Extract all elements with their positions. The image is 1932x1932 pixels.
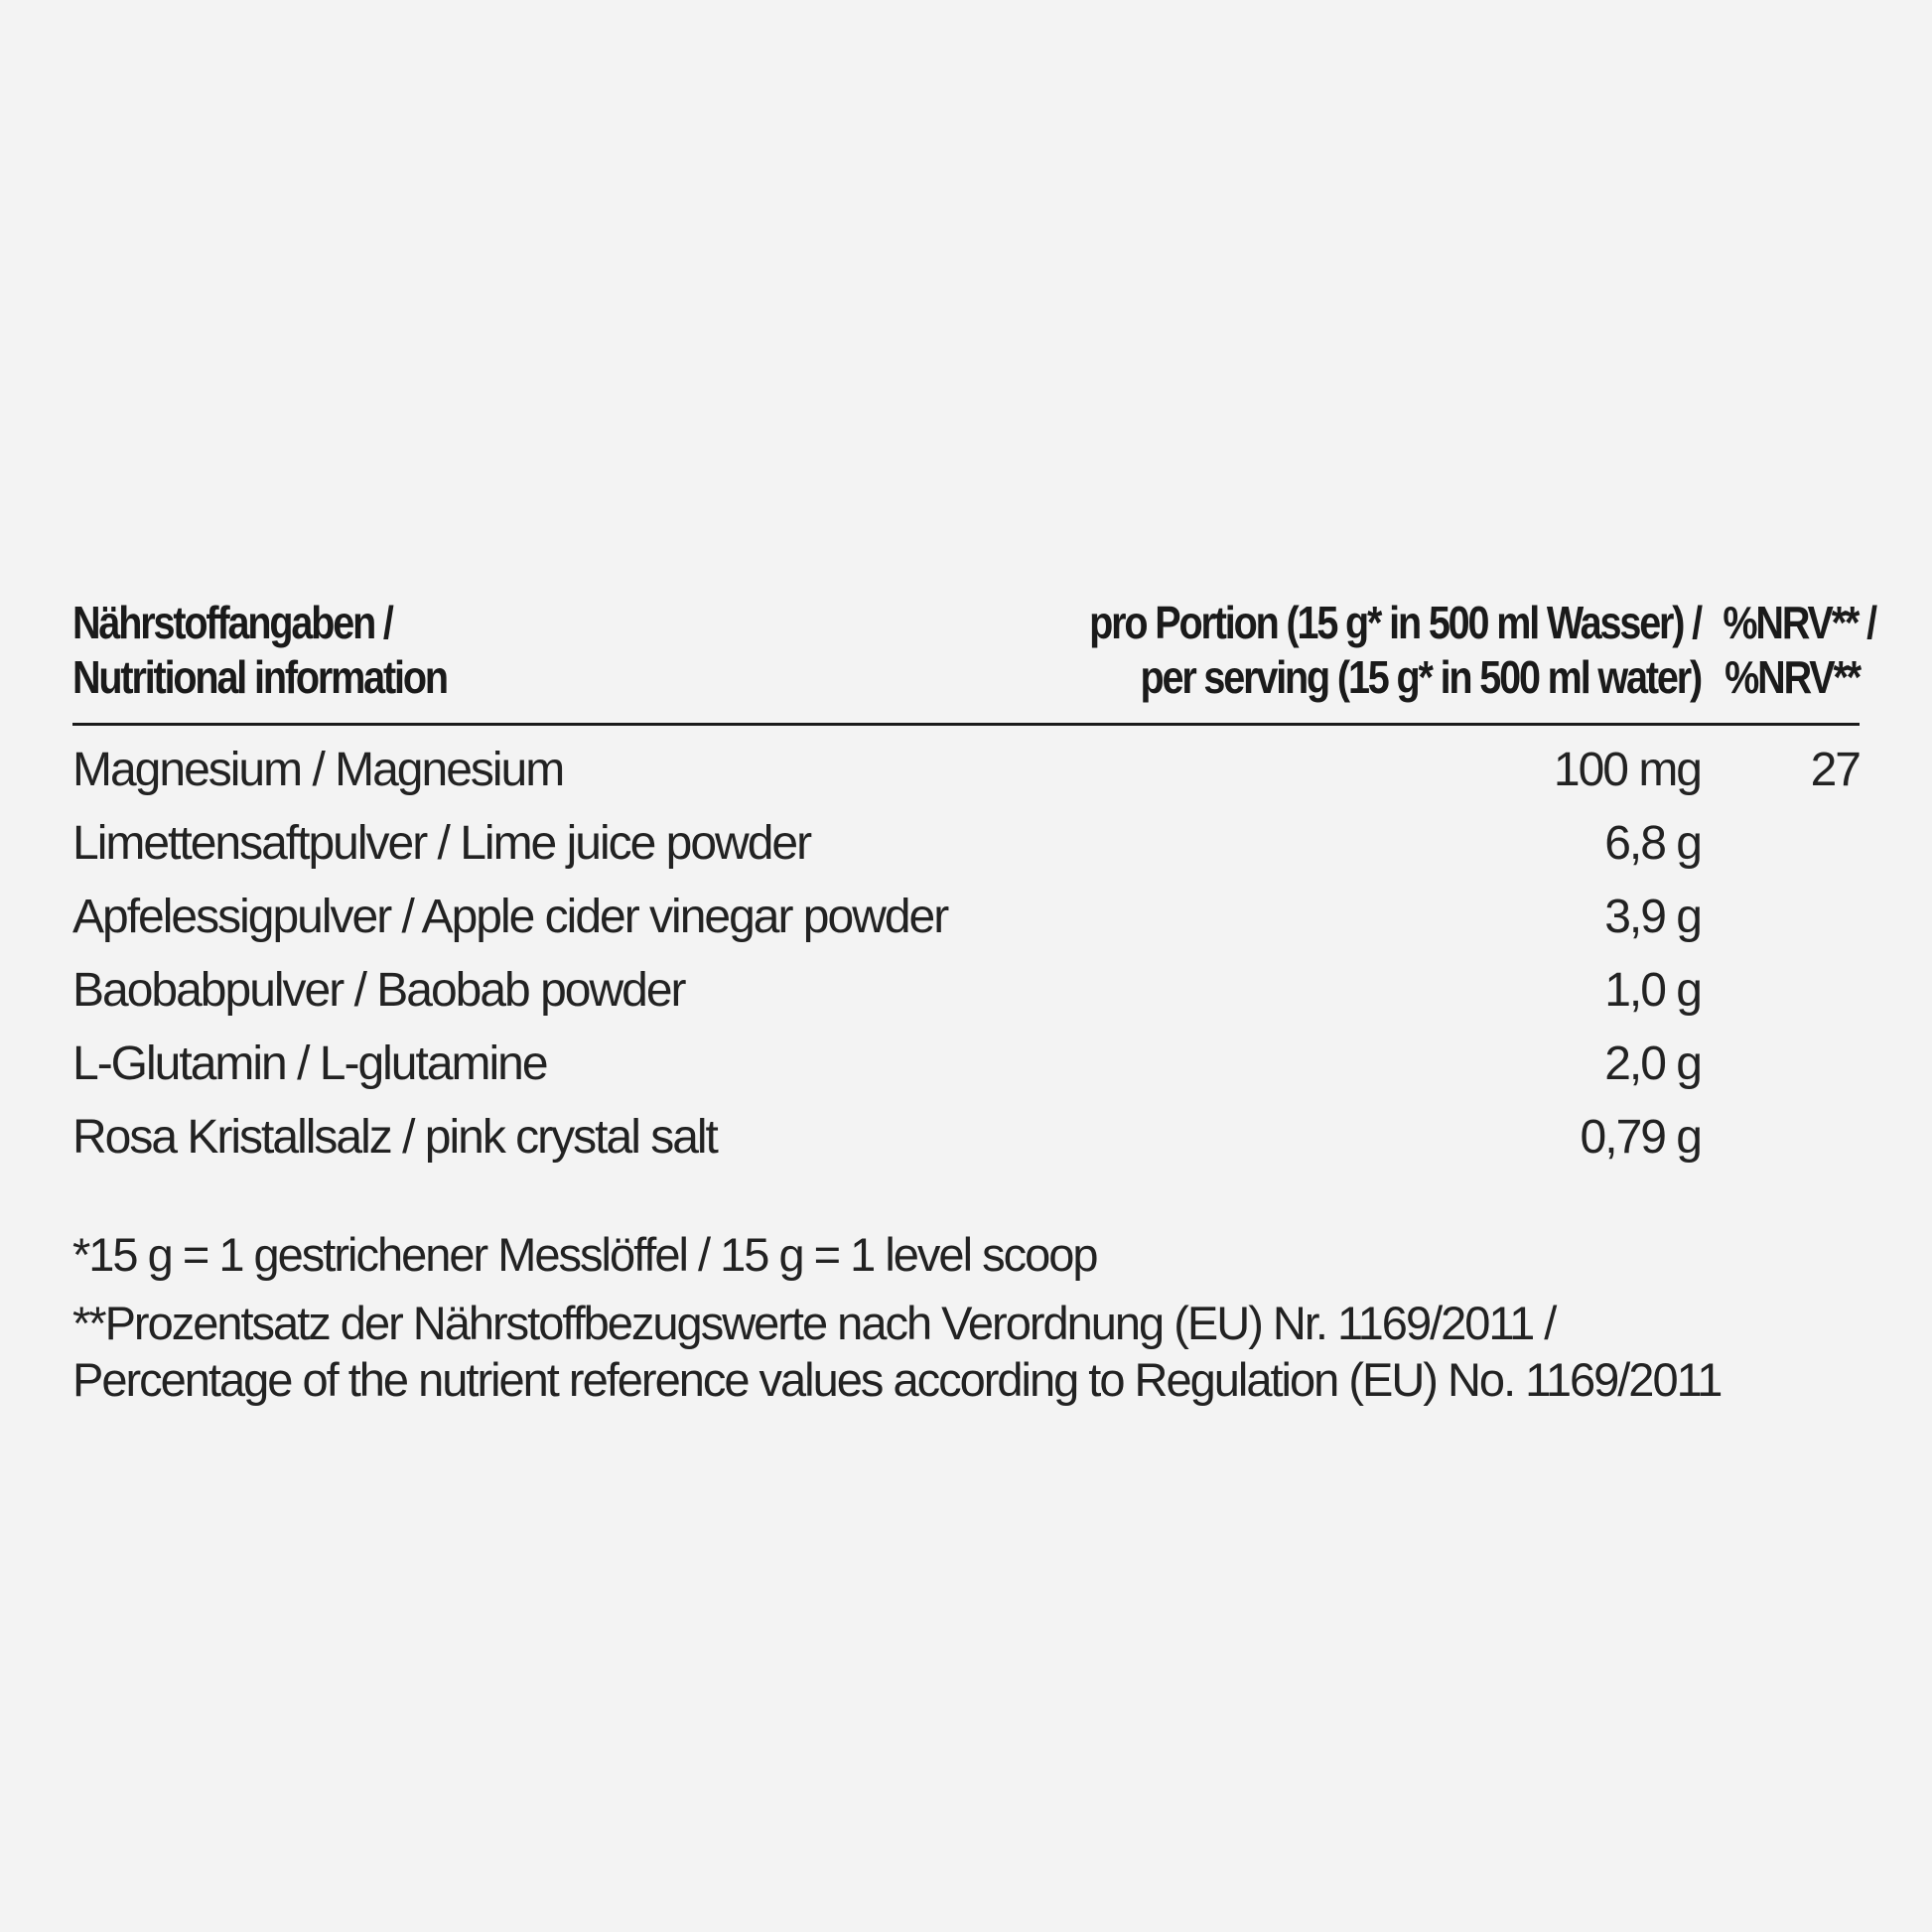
nutrient-nrv	[1701, 1028, 1860, 1101]
nutrient-nrv: 27	[1810, 744, 1860, 796]
header-per-serving	[1018, 596, 1701, 725]
nutrient-name: Limettensaftpulver / Lime juice powder	[72, 817, 811, 870]
nutrient-name: L-Glutamin / L-glutamine	[72, 1037, 547, 1090]
header-serving-line2: per serving (15 g* in 500 ml water)	[1140, 651, 1701, 703]
header-nrv-line2: %NRV**	[1725, 651, 1860, 703]
header-nrv-line1: %NRV** /	[1723, 597, 1875, 648]
nutrient-nrv	[1701, 881, 1860, 954]
table-row	[72, 1028, 1860, 1101]
footnote-nrv: **Prozentsatz der Nährstoffbezugswerte nach Verordnung (EU) Nr. 1169/2011 / Percentage of the nutrient reference values according to Regulation (EU) No. 1169/2011	[72, 1297, 1722, 1406]
nutrient-serving: 6,8 g	[1604, 817, 1701, 870]
nutrient-serving: 1,0 g	[1604, 964, 1701, 1017]
table-row	[72, 725, 1860, 808]
header-serving-line1: pro Portion (15 g* in 500 ml Wasser) /	[1089, 597, 1701, 648]
nutrient-serving: 0,79 g	[1580, 1111, 1701, 1164]
nutrient-nrv	[1701, 1101, 1860, 1174]
table-row	[72, 954, 1860, 1028]
nutrient-name: Apfelessigpulver / Apple cider vinegar powder	[72, 891, 948, 943]
header-nutrient-line1: Nährstoffangaben /	[72, 597, 392, 648]
nutrient-serving: 3,9 g	[1604, 891, 1701, 943]
nutrition-table	[72, 596, 1875, 1174]
table-row	[72, 1101, 1860, 1174]
nutrient-name: Magnesium / Magnesium	[72, 744, 564, 796]
footnotes	[72, 1226, 1860, 1408]
nutrient-serving: 100 mg	[1553, 744, 1701, 796]
header-nutrient-line2: Nutritional information	[72, 651, 447, 703]
table-header-row	[72, 596, 1860, 725]
nutrient-name: Baobabpulver / Baobab powder	[72, 964, 685, 1017]
nutrient-nrv	[1701, 954, 1860, 1028]
nutrition-panel	[72, 596, 1875, 1420]
footnote-scoop: *15 g = 1 gestrichener Messlöffel / 15 g = 1 level scoop	[72, 1228, 1097, 1281]
table-row	[72, 807, 1860, 881]
header-nrv	[1723, 596, 1875, 725]
nutrient-nrv	[1701, 807, 1860, 881]
table-row	[72, 881, 1860, 954]
header-nutrient	[72, 596, 789, 725]
nutrient-serving: 2,0 g	[1604, 1037, 1701, 1090]
nutrient-name: Rosa Kristallsalz / pink crystal salt	[72, 1111, 717, 1164]
